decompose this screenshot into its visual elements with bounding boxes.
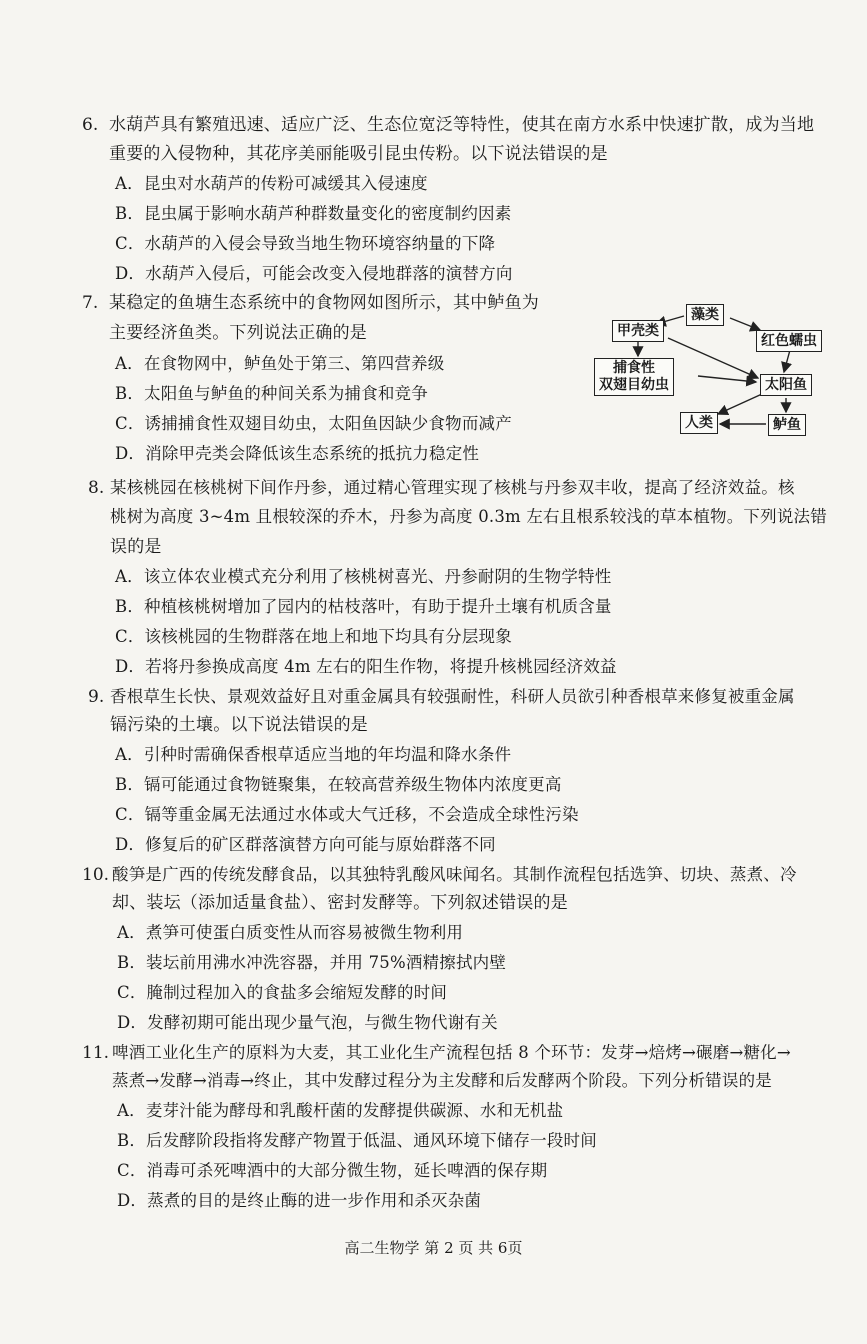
option-d: D．水葫芦入侵后，可能会改变入侵地群落的演替方向 — [115, 264, 513, 283]
question-number: 10. — [82, 865, 110, 885]
question-stem-line: 某稳定的鱼塘生态系统中的食物网如图所示，其中鲈鱼为 — [109, 293, 539, 313]
option-b: B．后发酵阶段指将发酵产物置于低温、通风环境下储存一段时间 — [117, 1131, 597, 1150]
node-diptera-line2: 双翅目幼虫 — [599, 377, 669, 393]
option-d: D．蒸煮的目的是终止酶的进一步作用和杀灭杂菌 — [117, 1191, 482, 1210]
option-d: D．发酵初期可能出现少量气泡，与微生物代谢有关 — [117, 1013, 498, 1032]
food-web-diagram — [590, 300, 850, 445]
option-b: B．种植核桃树增加了园内的枯枝落叶，有助于提升土壤有机质含量 — [115, 597, 612, 616]
question-stem-line: 重要的入侵物种，其花序美丽能吸引昆虫传粉。以下说法错误的是 — [109, 144, 608, 164]
option-c: C．诱捕捕食性双翅目幼虫，太阳鱼因缺少食物而减产 — [115, 414, 512, 433]
option-a: A．该立体农业模式充分利用了核桃树喜光、丹参耐阴的生物学特性 — [115, 567, 612, 586]
node-red-worm: 红色蠕虫 — [756, 330, 822, 352]
option-c: C．水葫芦的入侵会导致当地生物环境容纳量的下降 — [115, 234, 496, 253]
option-a: A．麦芽汁能为酵母和乳酸杆菌的发酵提供碳源、水和无机盐 — [117, 1101, 564, 1120]
question-number: 9. — [88, 687, 105, 707]
option-c: C．该核桃园的生物群落在地上和地下均具有分层现象 — [115, 627, 512, 646]
question-stem-line: 桃树为高度 3~4m 且根较深的乔木，丹参为高度 0.3m 左右且根系较浅的草本植物。下列说法错 — [110, 507, 827, 526]
question-stem-line: 主要经济鱼类。下列说法正确的是 — [109, 323, 367, 343]
question-stem-line: 蒸煮→发酵→消毒→终止，其中发酵过程分为主发酵和后发酵两个阶段。下列分析错误的是 — [112, 1071, 772, 1090]
question-stem-line: 香根草生长快、景观效益好且对重金属具有较强耐性，科研人员欲引种香根草来修复被重金属 — [110, 687, 795, 706]
arrow-redworm-sunfish — [784, 350, 790, 372]
option-d: D．消除甲壳类会降低该生态系统的抵抗力稳定性 — [115, 444, 480, 463]
question-stem-line: 啤酒工业化生产的原料为大麦，其工业化生产流程包括 8 个环节：发芽→焙烤→碾磨→糖化→ — [112, 1043, 791, 1062]
option-a: A．煮笋可使蛋白质变性从而容易被微生物利用 — [117, 923, 464, 942]
question-stem-line: 水葫芦具有繁殖迅速、适应广泛、生态位宽泛等特性，使其在南方水系中快速扩散，成为当地 — [109, 115, 815, 135]
node-diptera-line1: 捕食性 — [613, 360, 655, 376]
question-stem-line: 某核桃园在核桃树下间作丹参，通过精心管理实现了核桃与丹参双丰收，提高了经济效益。核 — [110, 478, 795, 497]
question-stem-line: 却、装坛（添加适量食盐）、密封发酵等。下列叙述错误的是 — [112, 893, 568, 913]
option-c: C．镉等重金属无法通过水体或大气迁移，不会造成全球性污染 — [115, 805, 579, 824]
page-footer: 高二生物学 第 2 页 共 6页 — [344, 1239, 523, 1257]
option-b: B．昆虫属于影响水葫芦种群数量变化的密度制约因素 — [115, 204, 512, 223]
question-number: 8. — [88, 478, 105, 498]
option-a: A．引种时需确保香根草适应当地的年均温和降水条件 — [115, 745, 512, 764]
question-stem-line: 误的是 — [110, 537, 162, 557]
option-c: C．腌制过程加入的食盐多会缩短发酵的时间 — [117, 983, 448, 1002]
arrow-crustacean-sunfish — [668, 338, 758, 378]
question-number: 11. — [82, 1043, 110, 1063]
node-perch: 鲈鱼 — [768, 414, 806, 436]
question-number: 6. — [82, 115, 99, 135]
option-b: B．装坛前用沸水冲洗容器，并用 75%酒精擦拭内壁 — [117, 953, 507, 972]
option-b: B．镉可能通过食物链聚集，在较高营养级生物体内浓度更高 — [115, 775, 562, 794]
node-human: 人类 — [680, 412, 718, 434]
option-a: A．在食物网中，鲈鱼处于第三、第四营养级 — [115, 354, 445, 373]
option-c: C．消毒可杀死啤酒中的大部分微生物，延长啤酒的保存期 — [117, 1161, 548, 1180]
option-a: A．昆虫对水葫芦的传粉可减缓其入侵速度 — [115, 174, 428, 193]
arrow-diptera-sunfish — [698, 376, 756, 382]
arrow-sunfish-human — [718, 394, 762, 414]
question-number: 7. — [82, 293, 99, 313]
question-stem-line: 酸笋是广西的传统发酵食品，以其独特乳酸风味闻名。其制作流程包括选笋、切块、蒸煮、冷 — [112, 865, 797, 884]
option-d: D．若将丹参换成高度 4m 左右的阳生作物，将提升核桃园经济效益 — [115, 657, 617, 676]
node-crustacean: 甲壳类 — [612, 320, 664, 342]
node-sunfish: 太阳鱼 — [760, 374, 812, 396]
node-algae: 藻类 — [686, 304, 724, 326]
question-stem-line: 镉污染的土壤。以下说法错误的是 — [110, 715, 368, 735]
arrow-algae-redworm — [730, 318, 760, 330]
option-b: B．太阳鱼与鲈鱼的种间关系为捕食和竞争 — [115, 384, 428, 403]
node-diptera-larvae — [594, 358, 674, 396]
option-d: D．修复后的矿区群落演替方向可能与原始群落不同 — [115, 835, 496, 854]
